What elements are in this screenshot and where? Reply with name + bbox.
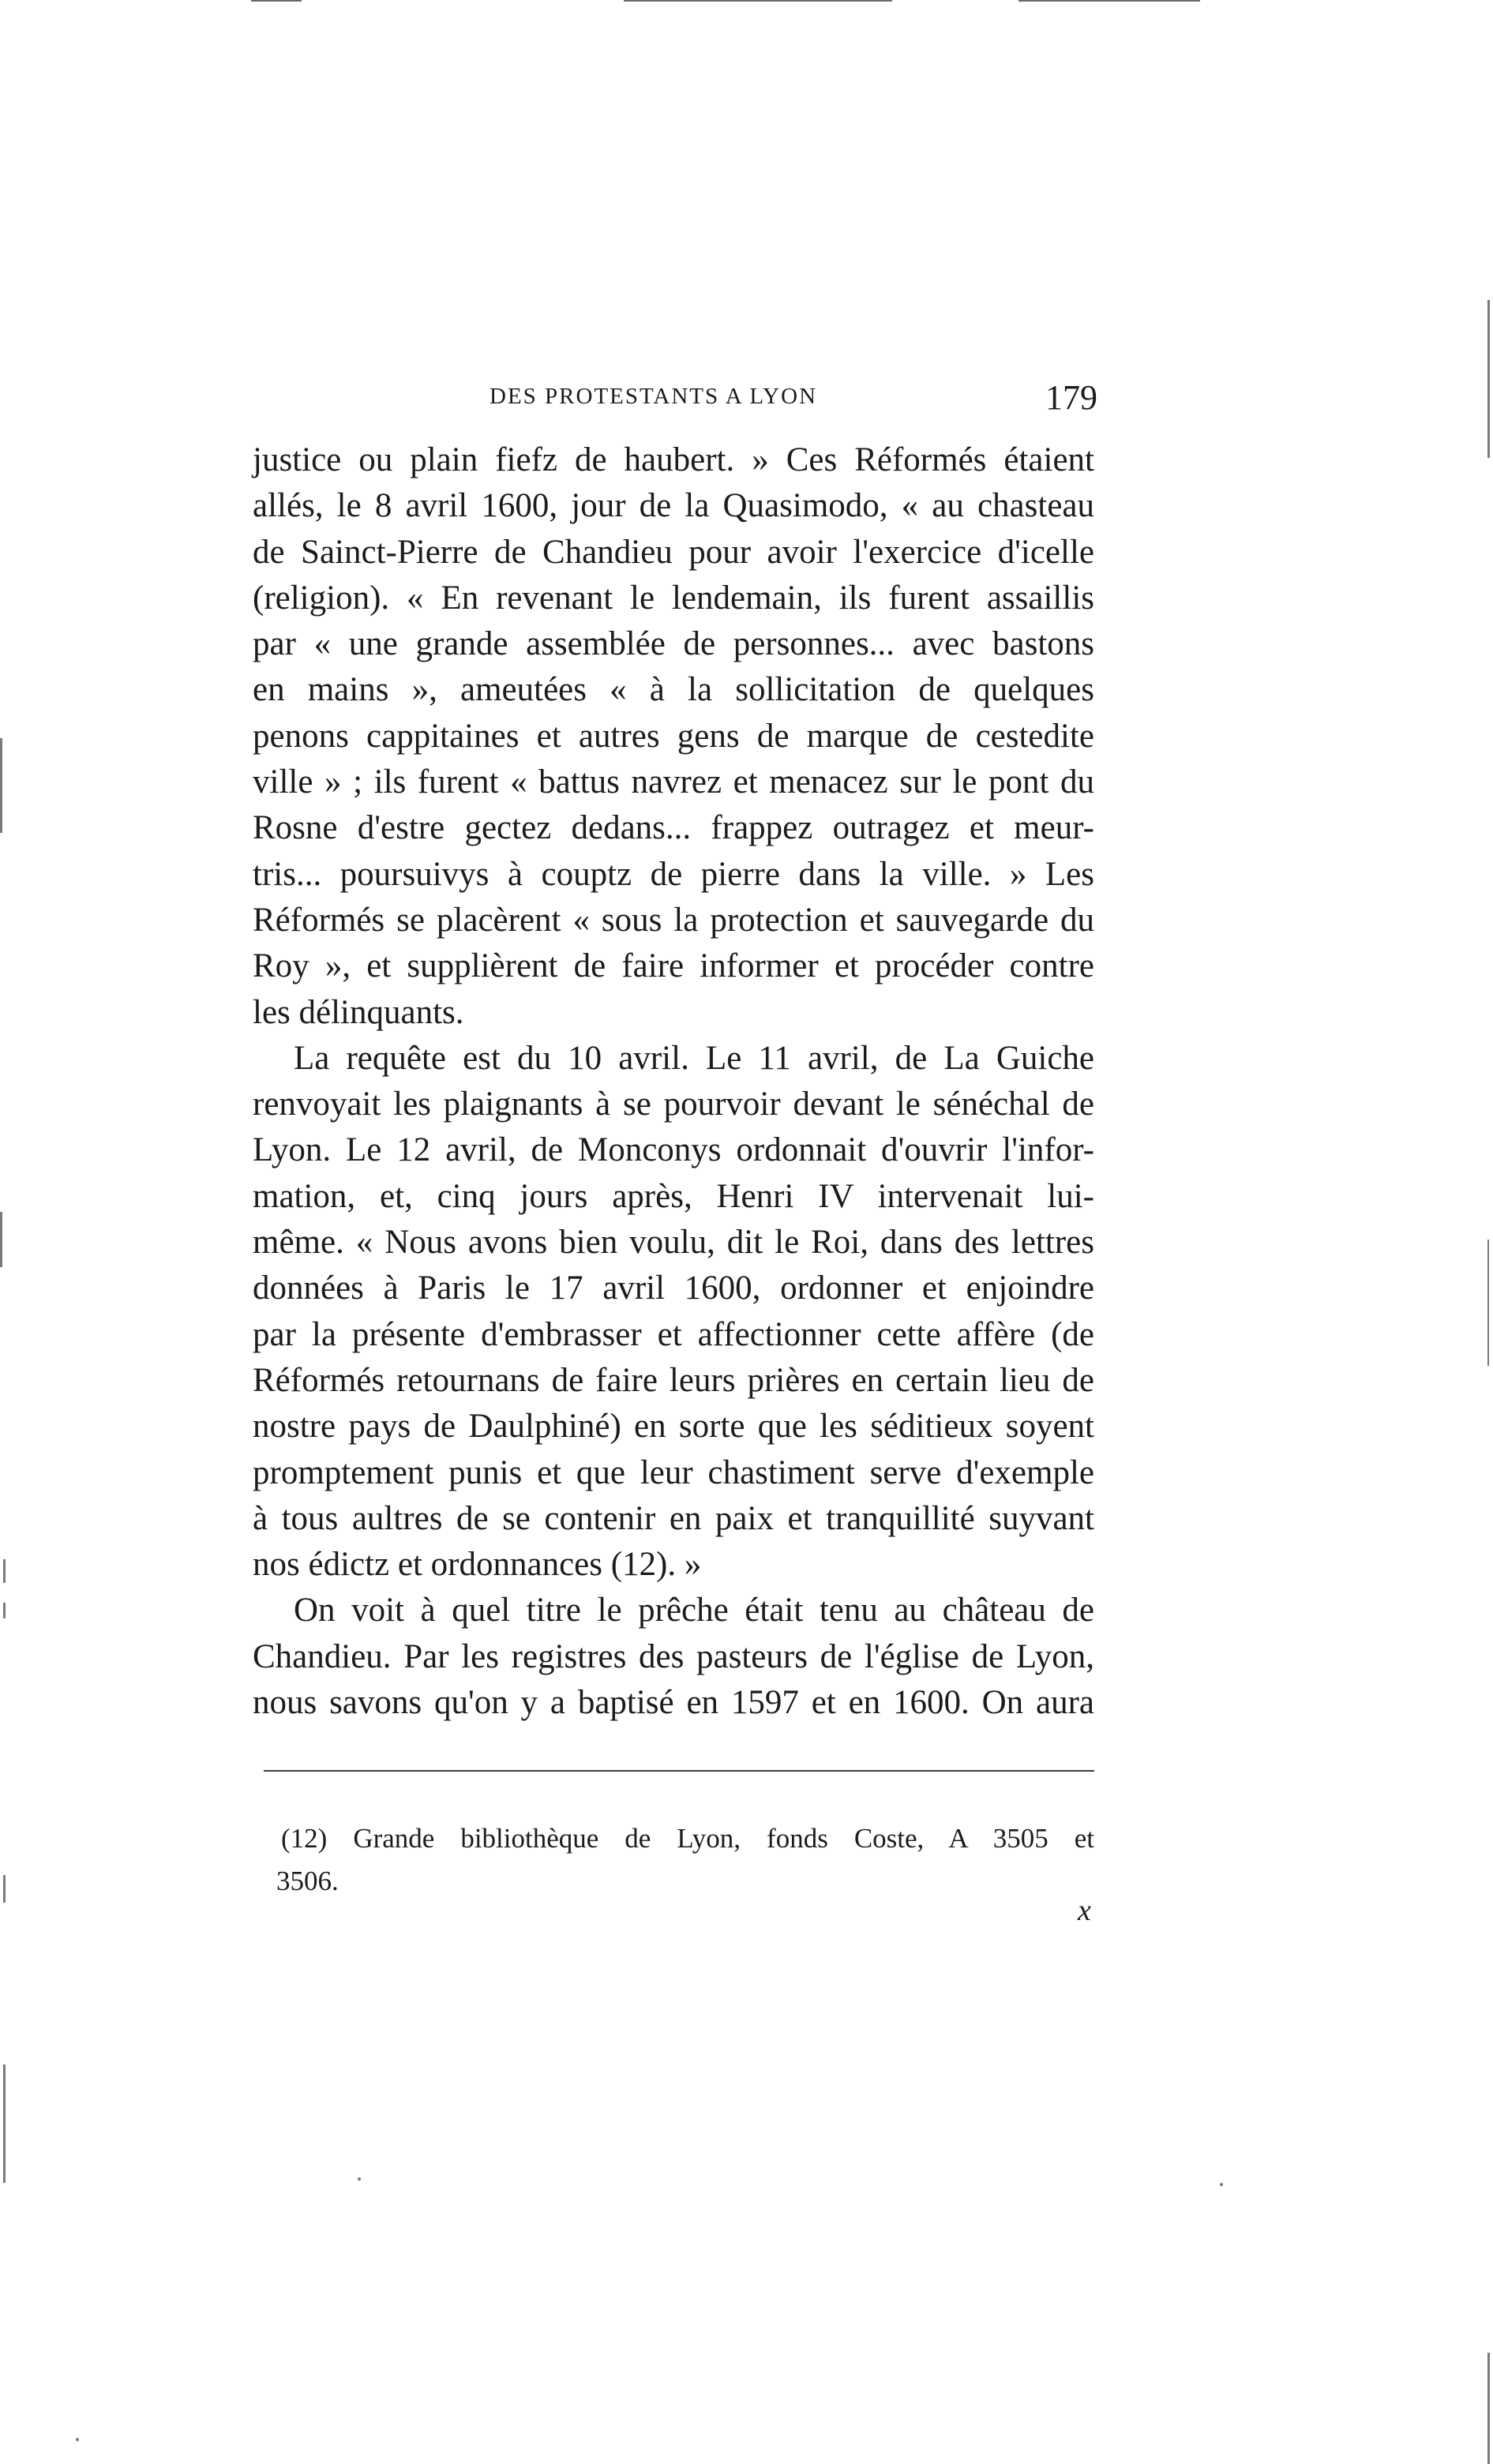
text-line: Roy », et supplièrent de faire informer et procéder contre [253, 947, 1094, 985]
paragraph-start-line: On voit à quel titre le prêche était tenu au château de [294, 1592, 1094, 1630]
text-line: les délinquants. [253, 993, 464, 1031]
text-line: même. « Nous avons bien voulu, dit le Roi, dans des lettres [253, 1224, 1094, 1262]
text-line: (religion). « En revenant le lendemain, ils furent assaillis [253, 579, 1094, 617]
scan-edge-mark [1487, 1240, 1489, 1366]
text-line: Chandieu. Par les registres des pasteurs de l'église de Lyon, [253, 1637, 1094, 1675]
body-text [253, 437, 1094, 1726]
scan-edge-mark [0, 738, 2, 833]
text-line: en mains », ameutées « à la sollicitation de quelques [253, 671, 1094, 709]
scan-speck [358, 2177, 361, 2181]
text-line: à tous aultres de se contenir en paix et tranquillité suyvant [253, 1499, 1094, 1537]
text-line: par la présente d'embrasser et affectionner cette affère (de [253, 1315, 1094, 1353]
marginal-mark: x [1078, 1894, 1091, 1927]
text-line: par « une grande assemblée de personnes... avec bastons [253, 625, 1094, 663]
scan-edge-rule [624, 0, 711, 2]
scan-edge-mark [1487, 300, 1490, 458]
scan-edge-mark [3, 1875, 6, 1903]
text-line: nous savons qu'on y a baptisé en 1597 et en 1600. On aura [253, 1684, 1094, 1722]
text-line: Réformés retournans de faire leurs prières en certain lieu de [253, 1361, 1094, 1399]
paragraph-start-line: La requête est du 10 avril. Le 11 avril, de La Guiche [294, 1039, 1094, 1077]
text-line: Réformés se placèrent « sous la protection et sauvegarde du [253, 901, 1094, 939]
scan-edge-mark [3, 1603, 6, 1618]
text-line: penons cappitaines et autres gens de marque de cestedite [253, 717, 1094, 755]
footnote-separator [264, 1770, 1094, 1772]
text-line: Lyon. Le 12 avril, de Monconys ordonnait d'ouvrir l'infor- [253, 1131, 1094, 1169]
running-title: DES PROTESTANTS A LYON [490, 384, 818, 409]
text-line: ville » ; ils furent « battus navrez et menacez sur le pont du [253, 763, 1094, 801]
text-line: Rosne d'estre gectez dedans... frappez outragez et meur- [253, 809, 1094, 847]
text-line: renvoyait les plaignants à se pourvoir devant le sénéchal de [253, 1086, 1094, 1123]
scan-edge-mark [0, 1212, 2, 1267]
scan-edge-rule [703, 0, 892, 2]
footnote-line: 3506. [276, 1866, 339, 1896]
text-line: nostre pays de Daulphiné) en sorte que les séditieux soyent [253, 1408, 1094, 1446]
running-header [490, 378, 1097, 417]
scan-edge-mark [3, 1559, 6, 1583]
text-line: de Sainct-Pierre de Chandieu pour avoir l'exercice d'icelle [253, 533, 1094, 571]
footnote-line: (12) Grande bibliothèque de Lyon, fonds Coste, A 3505 et [281, 1823, 1094, 1854]
scan-speck [76, 2438, 79, 2441]
text-line: tris... poursuivys à couptz de pierre dans la ville. » Les [253, 855, 1094, 893]
scan-speck [1220, 2183, 1223, 2186]
scan-edge-mark [1487, 2353, 1490, 2464]
text-line: justice ou plain fiefz de haubert. » Ces Réformés étaient [253, 441, 1094, 478]
text-line: données à Paris le 17 avril 1600, ordonner et enjoindre [253, 1270, 1094, 1307]
text-line: promptement punis et que leur chastiment serve d'exemple [253, 1453, 1094, 1491]
text-line: nos édictz et ordonnances (12). » [253, 1546, 702, 1584]
scan-edge-rule [251, 0, 302, 2]
page-number: 179 [1045, 378, 1097, 417]
scan-edge-mark [3, 2065, 6, 2183]
footnote [276, 1817, 1094, 1903]
scan-edge-rule [1018, 0, 1200, 2]
text-line: allés, le 8 avril 1600, jour de la Quasimodo, « au chasteau [253, 487, 1094, 525]
text-line: mation, et, cinq jours après, Henri IV intervenait lui- [253, 1177, 1094, 1215]
